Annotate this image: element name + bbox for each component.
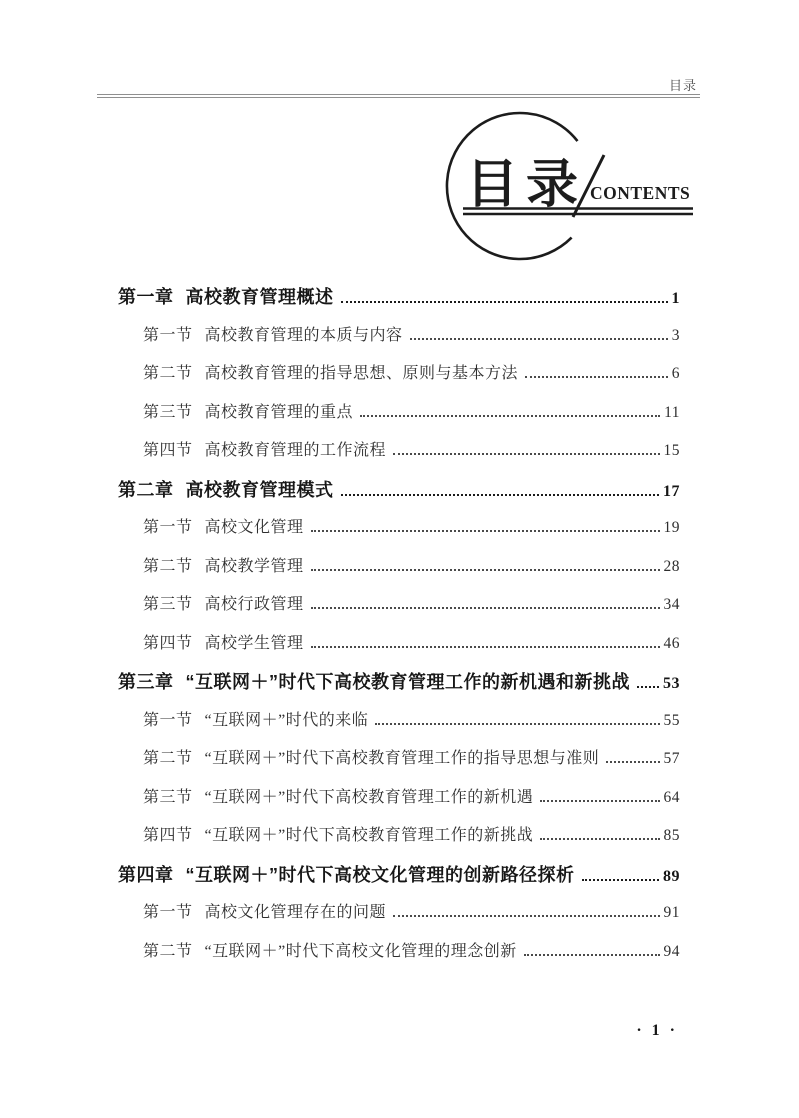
toc-entry-label: 第三章 <box>118 672 174 692</box>
running-header-title: 目录 <box>668 78 697 93</box>
toc-entry-title: 高校教育管理的本质与内容 <box>204 326 403 344</box>
toc-entry-title: 高校教育管理的重点 <box>204 403 354 421</box>
toc-section-row <box>143 514 680 534</box>
toc-entry-page-number: 3 <box>671 326 680 344</box>
toc-entry-label: 第三节 <box>143 596 193 613</box>
toc-entry-label: 第二章 <box>118 479 174 500</box>
toc-entry-page-number: 28 <box>663 557 680 575</box>
toc-entry-title: “互联网＋”时代下高校文化管理的创新路径探析 <box>185 864 575 885</box>
toc-entry-page-number: 85 <box>663 827 680 844</box>
toc-entry-label: 第四节 <box>143 827 193 844</box>
toc-entry-page-number: 64 <box>663 788 680 806</box>
toc-section-row <box>143 553 680 573</box>
toc-chapter-row <box>118 283 680 307</box>
dot-leader <box>311 646 660 648</box>
dot-leader <box>524 954 660 956</box>
logo-title-en: CONTENTS <box>590 183 691 203</box>
toc-entry-title: 高校行政管理 <box>204 596 304 613</box>
dot-leader <box>410 338 668 340</box>
toc-section-row <box>143 899 680 919</box>
dot-leader <box>540 838 659 840</box>
toc-section-row <box>143 360 680 380</box>
toc-entry-title: “互联网＋”时代下高校教育管理工作的新机遇和新挑战 <box>185 672 630 692</box>
toc-entry-title: 高校学生管理 <box>204 634 304 652</box>
toc-section-row <box>143 745 680 765</box>
toc-entry-label: 第四节 <box>143 442 193 459</box>
toc-entry-page-number: 46 <box>663 634 680 652</box>
dot-leader <box>637 686 659 688</box>
toc-section-row <box>143 399 680 419</box>
toc-entry-page-number: 55 <box>663 711 680 729</box>
dot-leader <box>375 723 659 725</box>
toc-section-row <box>143 322 680 342</box>
toc-entry-title: “互联网＋”时代下高校教育管理工作的新机遇 <box>204 788 534 806</box>
dot-leader <box>393 453 659 455</box>
dot-leader <box>341 494 660 496</box>
toc-entry-label: 第一节 <box>143 711 193 729</box>
toc-entry-label: 第一章 <box>118 287 174 307</box>
toc-entry-page-number: 6 <box>671 365 680 382</box>
toc-section-row <box>143 822 680 842</box>
toc-entry-label: 第四章 <box>118 864 174 885</box>
toc-entry-title: “互联网＋”时代下高校教育管理工作的指导思想与准则 <box>204 750 600 767</box>
dot-leader <box>540 800 659 802</box>
dot-leader <box>525 376 668 378</box>
toc-entry-title: 高校教学管理 <box>204 557 304 575</box>
toc-entry-label: 第二节 <box>143 557 193 575</box>
toc-entry-title: 高校教育管理的指导思想、原则与基本方法 <box>204 365 519 382</box>
toc-entry-title: “互联网＋”时代下高校文化管理的理念创新 <box>204 942 517 960</box>
toc-chapter-row <box>118 861 680 885</box>
toc-entry-label: 第三节 <box>143 788 193 806</box>
toc-section-row <box>143 630 680 650</box>
dot-leader <box>360 415 660 417</box>
toc-entry-page-number: 34 <box>663 596 680 613</box>
toc-entry-label: 第二节 <box>143 365 193 382</box>
toc-section-row <box>143 784 680 804</box>
dot-leader <box>606 761 659 763</box>
toc-entry-title: 高校文化管理存在的问题 <box>204 904 387 921</box>
toc-entry-label: 第一节 <box>143 904 193 921</box>
toc-entry-page-number: 94 <box>663 942 680 960</box>
toc-entry-title: 高校教育管理模式 <box>185 479 334 500</box>
toc-section-row <box>143 707 680 727</box>
dot-leader <box>582 879 660 881</box>
toc-entry-page-number: 17 <box>663 482 680 500</box>
dot-leader <box>311 530 660 532</box>
toc-entry-title: 高校文化管理 <box>204 519 304 536</box>
toc-entry-title: “互联网＋”时代下高校教育管理工作的新挑战 <box>204 827 534 844</box>
toc-entry-label: 第二节 <box>143 942 193 960</box>
dot-leader <box>311 569 660 571</box>
toc-entry-page-number: 15 <box>663 442 680 459</box>
toc-section-row <box>143 938 680 958</box>
toc-entry-page-number: 1 <box>671 290 680 307</box>
toc-entry-page-number: 91 <box>663 904 680 921</box>
logo-title-cn: 目录 <box>466 156 587 214</box>
dot-leader <box>341 301 668 303</box>
table-of-contents <box>118 283 680 976</box>
toc-entry-title: 高校教育管理的工作流程 <box>204 442 387 459</box>
toc-section-row <box>143 437 680 457</box>
toc-chapter-row <box>118 476 680 500</box>
toc-entry-label: 第一节 <box>143 326 193 344</box>
header-double-rule <box>97 94 700 98</box>
toc-entry-title: “互联网＋”时代的来临 <box>204 711 369 729</box>
toc-entry-page-number: 19 <box>663 519 680 536</box>
toc-section-row <box>143 591 680 611</box>
toc-entry-page-number: 89 <box>663 867 680 885</box>
toc-chapter-row <box>118 668 680 692</box>
toc-entry-title: 高校教育管理概述 <box>185 287 334 307</box>
toc-entry-page-number: 57 <box>663 750 680 767</box>
toc-entry-page-number: 53 <box>663 675 680 692</box>
toc-entry-label: 第二节 <box>143 750 193 767</box>
toc-entry-label: 第四节 <box>143 634 193 652</box>
folio-page-number: · 1 · <box>636 1022 678 1039</box>
toc-entry-page-number: 11 <box>664 403 680 421</box>
dot-leader <box>311 607 660 609</box>
toc-entry-label: 第三节 <box>143 403 193 421</box>
contents-logo <box>430 103 720 263</box>
dot-leader <box>393 915 659 917</box>
toc-entry-label: 第一节 <box>143 519 193 536</box>
